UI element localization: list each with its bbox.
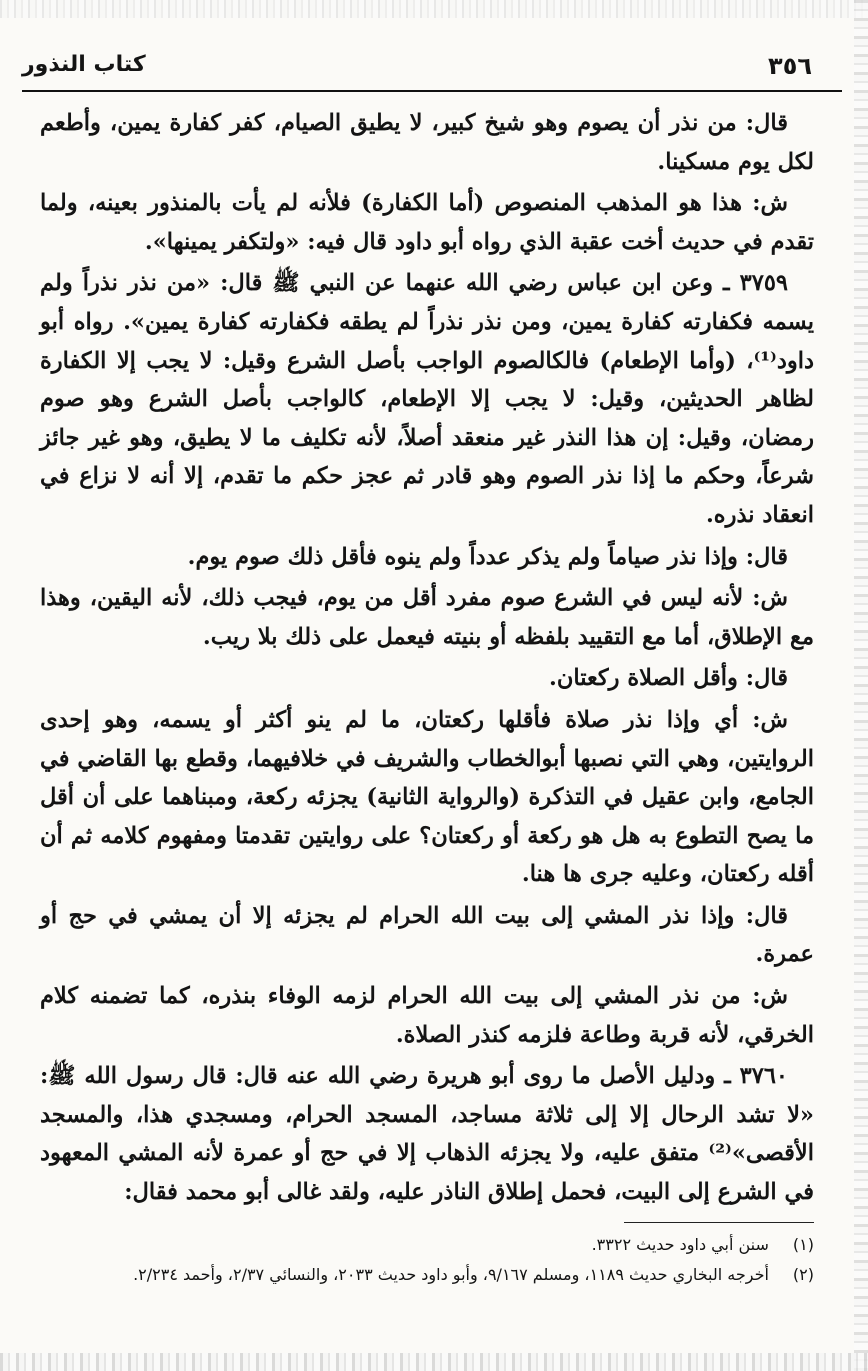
running-head: [22, 52, 842, 88]
header-rule: [22, 90, 842, 92]
footnote-number: (١): [792, 1235, 814, 1254]
footnote: [40, 1260, 814, 1290]
book-title: كتاب النذور: [22, 52, 146, 77]
paragraph: ٣٧٦٠ ـ ودليل الأصل ما روى أبو هريرة رضي الله عنه قال: قال رسول الله ﷺ: «لا تشد الرحال إلا إلى ثلاثة مساجد، المسجد الحرام، ومسجدي هذا، والمسجد الأقصى»⁽²⁾ متفق عليه، ولا يجزئه الذهاب إلا في حج أو عمرة لأنه المشي المعهود في الشرع إلى البيت، فحمل إطلاق الناذر عليه، ولقد غالى أبو محمد فقال:: [40, 1063, 814, 1206]
scan-edge-top: [0, 0, 868, 18]
paragraph: قال: من نذر أن يصوم وهو شيخ كبير، لا يطيق الصيام، كفر كفارة يمين، وأطعم لكل يوم مسكينا.: [40, 110, 814, 175]
paragraph: ش: أي وإذا نذر صلاة فأقلها ركعتان، ما لم ينو أكثر أو يسمه، وهو إحدى الروايتين، وهي التي نصبها أبوالخطاب والشريف في خلافيهما، وقطع بها القاضي في الجامع، وابن عقيل في التذكرة (والرواية الثانية) يجزئه ركعة، ومبناهما على أن أقل ما يصح التطوع به هل هو ركعة أو ركعتان؟ على روايتين تقدمتا ومفهوم كلامه ثم أن أقله ركعتان، وعليه جرى ها هنا.: [40, 706, 814, 888]
paragraph: قال: وإذا نذر صياماً ولم يذكر عدداً ولم ينوه فأقل ذلك صوم يوم.: [187, 543, 788, 570]
footnote-text: أخرجه البخاري حديث ١١٨٩، ومسلم ٩/١٦٧، وأبو داود حديث ٢٠٣٣، والنسائي ٢/٣٧، وأحمد ٢/٢٣٤.: [133, 1265, 769, 1284]
scan-edge-right: [854, 0, 868, 1371]
page-number: ٣٥٦: [768, 52, 812, 80]
paragraph: ش: هذا هو المذهب المنصوص (أما الكفارة) فلأنه لم يأت بالمنذور بعينه، ولما تقدم في حديث أخت عقبة الذي رواه أبو داود قال فيه: «ولتكفر يمينها».: [40, 190, 814, 255]
footnote-rule: [624, 1222, 814, 1223]
paragraph: قال: وأقل الصلاة ركعتان.: [549, 665, 788, 692]
paragraph: ٣٧٥٩ ـ وعن ابن عباس رضي الله عنهما عن النبي ﷺ قال: «من نذر نذراً ولم يسمه فكفارته كفارة يمين، ومن نذر نذراً لم يطقه فكفارته كفارة يمين». رواه أبو داود⁽¹⁾، (وأما الإطعام) فالكالصوم الواجب بأصل الشرع وقيل: لا يجب إلا الكفارة لظاهر الحديثين، وقيل: لا يجب إلا الإطعام، كالواجب بأصل الشرع وهو صوم رمضان، وقيل: إن هذا النذر غير منعقد أصلاً، لأنه تكليف ما لا يطيق، وهو غير جائز شرعاً، وحكم ما إذا نذر الصوم وهو قادر ثم عجز حكم ما تقدم، إلا أنه لا نزاع في انعقاد نذره.: [40, 270, 814, 528]
footnote: [40, 1230, 814, 1260]
footnotes: [40, 1230, 814, 1290]
paragraph: قال: وإذا نذر المشي إلى بيت الله الحرام لم يجزئه إلا أن يمشي في حج أو عمرة.: [40, 902, 814, 968]
body-text: [40, 104, 814, 1215]
paragraph: ش: من نذر المشي إلى بيت الله الحرام لزمه الوفاء بنذره، كما تضمنه كلام الخرقي، لأنه قربة وطاعة فلزمه كنذر الصلاة.: [40, 983, 814, 1048]
scan-edge-bottom: [0, 1353, 868, 1371]
footnote-number: (٢): [792, 1265, 814, 1284]
footnote-text: سنن أبي داود حديث ٣٣٢٢.: [591, 1235, 769, 1254]
paragraph: ش: لأنه ليس في الشرع صوم مفرد أقل من يوم، فيجب ذلك، لأنه اليقين، وهذا مع الإطلاق، أما مع التقييد بلفظه أو بنيته فيعمل على ذلك بلا ريب.: [40, 585, 814, 650]
